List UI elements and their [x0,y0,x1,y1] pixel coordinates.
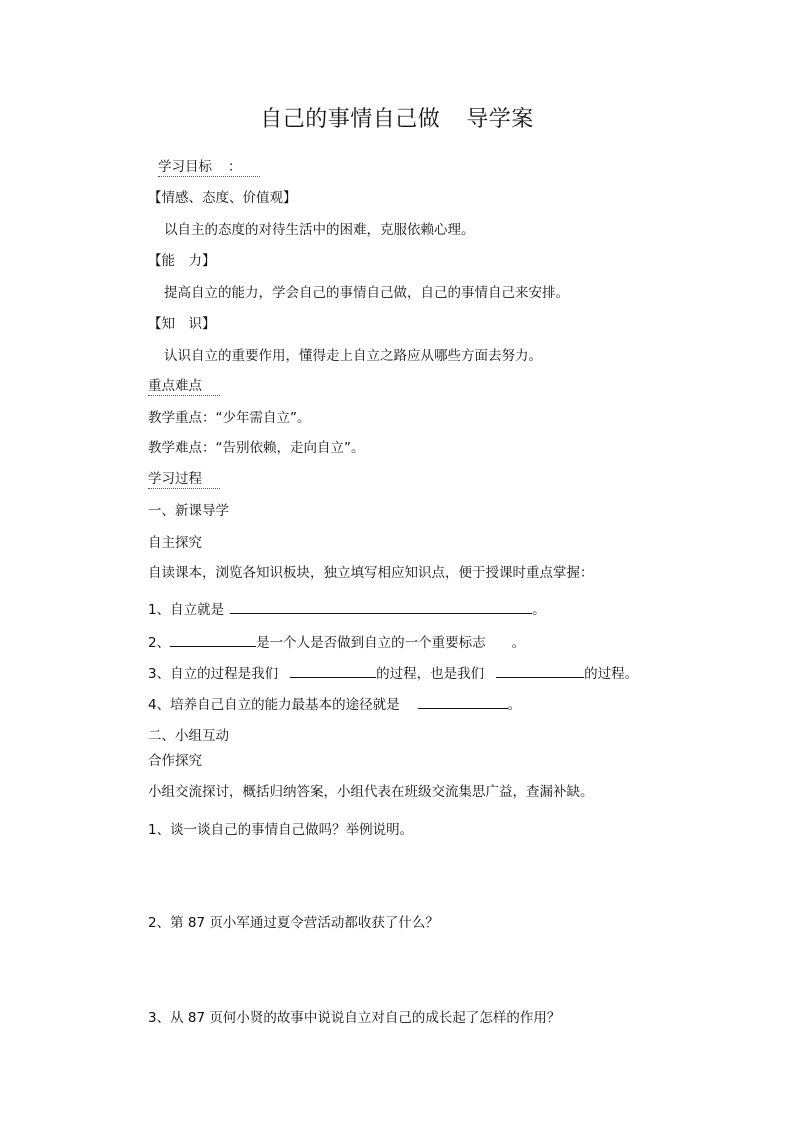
q2-prefix: 2、 [148,635,171,651]
q3-prefix: 3、自立的过程是我们 [148,666,279,682]
q2-suffix: 。 [511,635,526,651]
part1-heading: 一、新课导学 [148,503,229,519]
q4-blank[interactable] [418,695,508,709]
title-suffix: 导学案 [466,107,534,132]
q3-blank-2[interactable] [496,664,584,678]
key-difficulty: 教学难点：“告别依赖，走向自立”。 [148,440,365,456]
q3-mid: 的过程，也是我们 [376,666,485,682]
process-heading: 学习过程 [148,470,220,489]
q3-blank-1[interactable] [290,664,376,678]
q4-prefix: 4、培养自己自立的能力最基本的途径就是 [148,697,400,713]
part1-sub: 自主探究 [148,535,202,551]
q3-suffix: 的过程。 [584,666,639,682]
q2-mid: 是一个人是否做到自立的一个重要标志 [256,635,486,651]
goals-heading-text: 学习目标 [158,159,212,175]
fill-question-1 [148,600,546,619]
goals-heading-colon: ： [228,159,242,175]
page-title [0,106,794,134]
ability-heading: 【能 力】 [148,253,216,269]
q1-prefix: 1、自立就是 [148,602,225,618]
key-focus: 教学重点：“少年需自立”。 [148,410,311,426]
q1-blank[interactable] [230,600,532,614]
part2-sub: 合作探究 [148,753,202,769]
discussion-question-1: 1、谈一谈自己的事情自己做吗？举例说明。 [148,822,414,838]
emotion-heading: 【情感、态度、价值观】 [148,190,297,206]
part1-intro: 自读课本，浏览各知识板块，独立填写相应知识点，便于授课时重点掌握： [148,565,594,581]
discussion-question-3: 3、从 87 页何小贤的故事中说说自立对自己的成长起了怎样的作用？ [148,1010,561,1026]
q1-suffix: 。 [532,602,546,618]
fill-question-2 [148,633,525,652]
part2-heading: 二、小组互动 [148,728,229,744]
discussion-question-2: 2、第 87 页小军通过夏令营活动都收获了什么？ [148,915,439,931]
q4-suffix: 。 [507,697,522,713]
emotion-text: 以自主的态度的对待生活中的困难，克服依赖心理。 [164,222,475,238]
goals-heading [158,158,260,177]
ability-text: 提高自立的能力，学会自己的事情自己做，自己的事情自己来安排。 [164,285,569,301]
fill-question-4 [148,695,521,714]
knowledge-heading: 【知 识】 [148,316,216,332]
q2-blank[interactable] [170,633,256,647]
part2-intro: 小组交流探讨，概括归纳答案，小组代表在班级交流集思广益，查漏补缺。 [148,784,594,800]
fill-question-3 [148,664,638,683]
key-points-heading: 重点难点 [148,377,220,396]
knowledge-text: 认识自立的重要作用，懂得走上自立之路应从哪些方面去努力。 [164,348,542,364]
title-main: 自己的事情自己做 [260,107,441,132]
